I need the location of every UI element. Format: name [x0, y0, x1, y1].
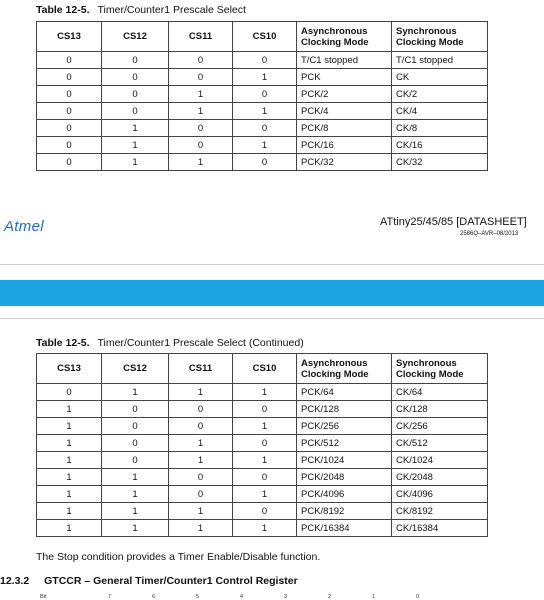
cs11-cell: 0 [169, 120, 233, 137]
sync-mode-cell: T/C1 stopped [392, 52, 488, 69]
cs10-cell: 1 [233, 69, 297, 86]
header-cs10: CS10 [233, 354, 297, 384]
stop-condition-text: The Stop condition provides a Timer Enable/Disable function. [36, 551, 321, 563]
cs12-cell: 0 [102, 452, 169, 469]
cs13-cell: 0 [37, 154, 102, 171]
cs11-cell: 1 [169, 384, 233, 401]
bit-number: 0 [416, 594, 420, 600]
cs12-cell: 1 [102, 486, 169, 503]
cs11-cell: 0 [169, 469, 233, 486]
prescale-table-continued [36, 353, 488, 537]
cs12-cell: 0 [102, 86, 169, 103]
cs13-cell: 1 [37, 503, 102, 520]
table-row [37, 384, 488, 401]
table-caption [36, 337, 304, 349]
page-divider [0, 318, 544, 319]
cs13-cell: 0 [37, 103, 102, 120]
async-mode-cell: PCK/512 [297, 435, 392, 452]
cs12-cell: 1 [102, 503, 169, 520]
table-row [37, 86, 488, 103]
sync-mode-cell: CK/32 [392, 154, 488, 171]
sync-mode-cell: CK/16384 [392, 520, 488, 537]
cs12-cell: 0 [102, 52, 169, 69]
header-sync-mode: Synchronous Clocking Mode [392, 354, 488, 384]
cs10-cell: 0 [233, 154, 297, 171]
table-row [37, 520, 488, 537]
cs11-cell: 1 [169, 86, 233, 103]
cs13-cell: 0 [37, 120, 102, 137]
header-cs10: CS10 [233, 22, 297, 52]
page-header-banner [0, 280, 544, 306]
sync-mode-cell: CK/4 [392, 103, 488, 120]
cs11-cell: 1 [169, 520, 233, 537]
cs10-cell: 0 [233, 120, 297, 137]
sync-mode-cell: CK/8 [392, 120, 488, 137]
register-bit-row [40, 594, 520, 600]
async-mode-cell: PCK/8192 [297, 503, 392, 520]
cs12-cell: 1 [102, 469, 169, 486]
cs12-cell: 1 [102, 520, 169, 537]
cs12-cell: 0 [102, 401, 169, 418]
page-divider [0, 264, 544, 265]
cs10-cell: 1 [233, 452, 297, 469]
sync-mode-cell: CK/1024 [392, 452, 488, 469]
table-number: Table 12-5. [36, 4, 90, 16]
header-async-mode: Asynchronous Clocking Mode [297, 22, 392, 52]
table-number: Table 12-5. [36, 337, 90, 349]
async-mode-cell: PCK/16 [297, 137, 392, 154]
table-caption [36, 4, 246, 16]
cs10-cell: 1 [233, 520, 297, 537]
sync-mode-cell: CK [392, 69, 488, 86]
cs13-cell: 0 [37, 69, 102, 86]
table-row [37, 469, 488, 486]
table-row [37, 120, 488, 137]
cs13-cell: 1 [37, 435, 102, 452]
bit-number: 1 [372, 594, 376, 600]
bit-number: 5 [196, 594, 200, 600]
table-header-row [37, 354, 488, 384]
cs11-cell: 0 [169, 69, 233, 86]
cs10-cell: 0 [233, 435, 297, 452]
cs13-cell: 1 [37, 452, 102, 469]
async-mode-cell: PCK/16384 [297, 520, 392, 537]
cs10-cell: 1 [233, 418, 297, 435]
header-cs13: CS13 [37, 354, 102, 384]
bit-label: Bit [40, 594, 47, 600]
cs13-cell: 0 [37, 384, 102, 401]
sync-mode-cell: CK/2 [392, 86, 488, 103]
table-row [37, 435, 488, 452]
header-cs12: CS12 [102, 354, 169, 384]
header-cs13: CS13 [37, 22, 102, 52]
atmel-logo: Atmel [4, 218, 44, 235]
cs11-cell: 1 [169, 154, 233, 171]
table-row [37, 452, 488, 469]
cs11-cell: 0 [169, 486, 233, 503]
section-heading [0, 575, 298, 587]
cs10-cell: 1 [233, 384, 297, 401]
cs13-cell: 0 [37, 52, 102, 69]
cs11-cell: 0 [169, 137, 233, 154]
cs10-cell: 0 [233, 52, 297, 69]
async-mode-cell: PCK/4 [297, 103, 392, 120]
cs10-cell: 0 [233, 469, 297, 486]
cs11-cell: 0 [169, 52, 233, 69]
sync-mode-cell: CK/16 [392, 137, 488, 154]
cs10-cell: 0 [233, 503, 297, 520]
table-title: Timer/Counter1 Prescale Select [97, 4, 246, 16]
async-mode-cell: PCK/2048 [297, 469, 392, 486]
cs12-cell: 0 [102, 69, 169, 86]
cs13-cell: 0 [37, 86, 102, 103]
cs12-cell: 0 [102, 435, 169, 452]
table-row [37, 486, 488, 503]
sync-mode-cell: CK/2048 [392, 469, 488, 486]
section-number: 12.3.2 [0, 575, 30, 587]
bit-number: 6 [152, 594, 156, 600]
sync-mode-cell: CK/256 [392, 418, 488, 435]
table-row [37, 52, 488, 69]
table-row [37, 503, 488, 520]
cs11-cell: 0 [169, 418, 233, 435]
sync-mode-cell: CK/4096 [392, 486, 488, 503]
cs10-cell: 1 [233, 486, 297, 503]
cs12-cell: 1 [102, 384, 169, 401]
async-mode-cell: PCK/2 [297, 86, 392, 103]
cs11-cell: 1 [169, 503, 233, 520]
table-row [37, 103, 488, 120]
header-cs11: CS11 [169, 22, 233, 52]
table-row [37, 418, 488, 435]
cs13-cell: 1 [37, 520, 102, 537]
prescale-table [36, 21, 488, 171]
async-mode-cell: PCK/4096 [297, 486, 392, 503]
cs13-cell: 1 [37, 486, 102, 503]
async-mode-cell: PCK/256 [297, 418, 392, 435]
document-number: 2586Q–AVR–08/2013 [460, 231, 519, 237]
cs12-cell: 0 [102, 418, 169, 435]
cs13-cell: 1 [37, 469, 102, 486]
cs11-cell: 1 [169, 452, 233, 469]
bit-number: 7 [108, 594, 112, 600]
bit-number: 4 [240, 594, 244, 600]
cs10-cell: 0 [233, 401, 297, 418]
header-cs11: CS11 [169, 354, 233, 384]
bit-number: 3 [284, 594, 288, 600]
cs12-cell: 1 [102, 137, 169, 154]
header-cs12: CS12 [102, 22, 169, 52]
header-async-mode: Asynchronous Clocking Mode [297, 354, 392, 384]
cs10-cell: 1 [233, 103, 297, 120]
datasheet-title: ATtiny25/45/85 [DATASHEET] [380, 216, 527, 228]
cs12-cell: 1 [102, 154, 169, 171]
table-row [37, 401, 488, 418]
table-row [37, 154, 488, 171]
cs11-cell: 0 [169, 401, 233, 418]
async-mode-cell: PCK/128 [297, 401, 392, 418]
section-title: GTCCR – General Timer/Counter1 Control Register [44, 575, 298, 587]
table-header-row [37, 22, 488, 52]
async-mode-cell: PCK/32 [297, 154, 392, 171]
table-row [37, 137, 488, 154]
cs13-cell: 0 [37, 137, 102, 154]
bit-number: 2 [328, 594, 332, 600]
cs10-cell: 1 [233, 137, 297, 154]
cs13-cell: 1 [37, 418, 102, 435]
table-row [37, 69, 488, 86]
async-mode-cell: PCK/1024 [297, 452, 392, 469]
async-mode-cell: PCK [297, 69, 392, 86]
sync-mode-cell: CK/128 [392, 401, 488, 418]
sync-mode-cell: CK/512 [392, 435, 488, 452]
cs11-cell: 1 [169, 435, 233, 452]
async-mode-cell: PCK/64 [297, 384, 392, 401]
async-mode-cell: T/C1 stopped [297, 52, 392, 69]
cs12-cell: 0 [102, 103, 169, 120]
async-mode-cell: PCK/8 [297, 120, 392, 137]
cs12-cell: 1 [102, 120, 169, 137]
sync-mode-cell: CK/64 [392, 384, 488, 401]
sync-mode-cell: CK/8192 [392, 503, 488, 520]
table-title: Timer/Counter1 Prescale Select (Continued) [97, 337, 304, 349]
cs11-cell: 1 [169, 103, 233, 120]
cs10-cell: 0 [233, 86, 297, 103]
cs13-cell: 1 [37, 401, 102, 418]
header-sync-mode: Synchronous Clocking Mode [392, 22, 488, 52]
